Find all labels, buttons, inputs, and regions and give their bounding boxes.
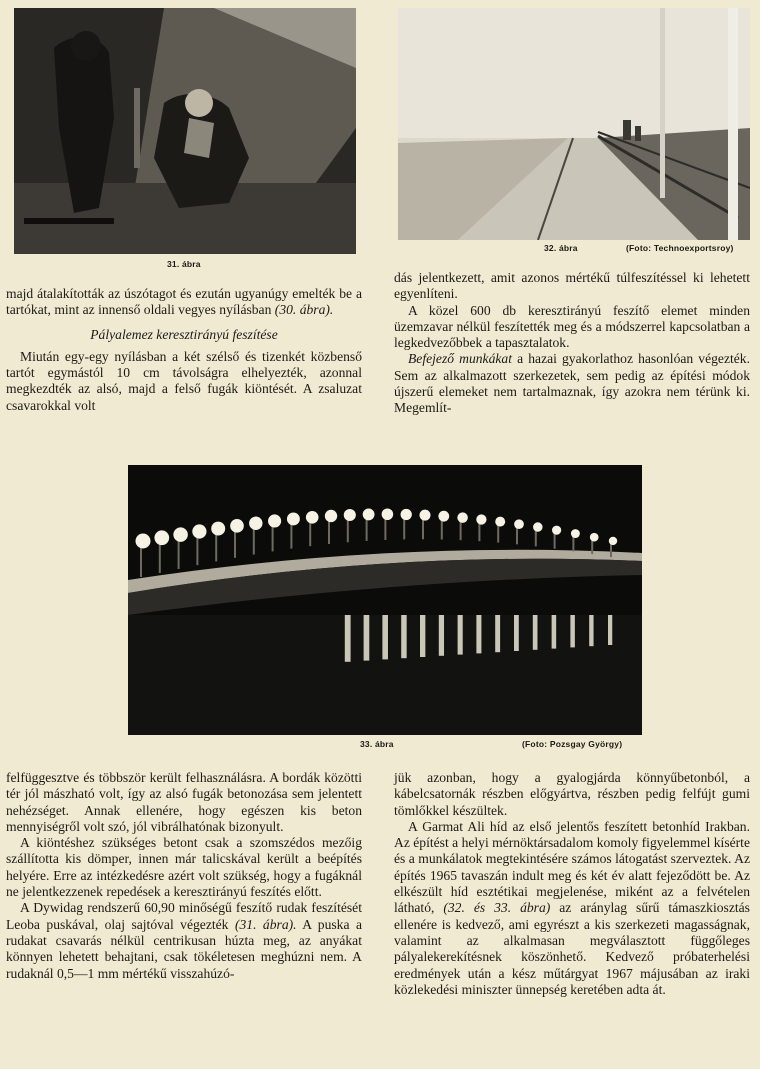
figure-33-credit: (Foto: Pozsgay György) xyxy=(522,739,623,749)
paragraph: A kiöntéshez szükséges betont csak a szomszédos mezőig szállította kis dömper, innen már talicskával került a beépítés helyére. Erre az intézkedésre azért volt szükség, hogy a fugáknál ne jelentkezzenek repedések a keresztirányú feszítés előtt. xyxy=(6,835,362,900)
lamp-light xyxy=(382,508,394,520)
paragraph: A Garmat Ali híd az első jelentős feszített betonhíd Irakban. Az építést a helyi mérnöktársadalom komoly figyelemmel kísérte és a munkálatok megtekintésére számos látogatást szerveztek. Az építés 1965 tavaszán indult meg és két év alatt fejeződött be. Az elkészült híd esztétikai megjelenése, miként az a felvételen látható, (32. és 33. ábra) az aránylag sűrű támaszkiosztás ellenére is kedvező, ami egyrészt a kis szerkezeti magasságnak, valamint az alkalmasan megválasztott függőleges pályalekerekítésnek köszönhető. Kedvező próbaterhelési eredmények után a kész műtárgyat 1967 májusában az iraki közlekedési miniszter ünnepség keretében adta át. xyxy=(394,818,750,997)
water-reflection xyxy=(382,615,388,659)
lamp-light xyxy=(457,512,468,523)
paragraph: Miután egy-egy nyílásban a két szélső és tizenkét közbenső tartót egymástól 10 cm távolságra elhelyezték, azonnal megkezdték az alsó, majd a felső fugák kiöntését. A zsaluzat csavarokkal volt xyxy=(6,348,362,413)
figure-33-photo xyxy=(128,465,642,735)
water-reflection xyxy=(420,615,425,657)
figure-31-photo xyxy=(14,8,356,254)
paragraph: dás jelentkezett, amit azonos mértékű túlfeszítéssel ki lehetett egyenlíteni. xyxy=(394,270,750,302)
figure-reference: (31. ábra). xyxy=(234,916,297,932)
text-column-bottom-left xyxy=(6,770,362,982)
lamp-light xyxy=(173,527,187,541)
text-column-bottom-right xyxy=(394,770,750,998)
lamp-light xyxy=(495,517,505,527)
paragraph: felfüggesztve és többször került felhasználásra. A bordák közötti tér jól mászható volt, így az alsó fugák betonozása sem jelentett nehézséget. Annak ellenére, hogy egészen kis beton mennyiségről volt szó, jól vibrálhatónak bizonyult. xyxy=(6,770,362,834)
water-reflection xyxy=(608,615,612,645)
lamp-light xyxy=(192,524,206,538)
lamp-light xyxy=(344,509,356,521)
lamp-light xyxy=(363,509,375,521)
lamp-light xyxy=(401,509,412,520)
text-column-top-left xyxy=(6,286,362,414)
lamp-light xyxy=(419,510,430,521)
text-column-top-right xyxy=(394,270,750,417)
water-reflection xyxy=(552,615,557,649)
water-reflection xyxy=(589,615,593,646)
lamp-light xyxy=(136,534,151,549)
water-reflection xyxy=(514,615,519,651)
lamp-light xyxy=(325,510,337,522)
figure-reference: (30. ábra). xyxy=(274,302,334,318)
water-reflection xyxy=(570,615,574,647)
water-reflection xyxy=(345,615,351,662)
lamp-light xyxy=(514,519,524,529)
water-reflection xyxy=(401,615,406,658)
figure-reference: (32. és 33. ábra) xyxy=(443,900,551,916)
water-reflection xyxy=(495,615,500,652)
figure-31-caption: 31. ábra xyxy=(167,259,201,269)
lamp-light xyxy=(438,511,449,522)
lamp-light xyxy=(306,511,319,524)
paragraph: A közel 600 db keresztirányú feszítő elemet minden üzemzavar nélkül feszítették meg és a módszerrel kapcsolatban a legkedvezőbbek a tapasztalatok. xyxy=(394,302,750,351)
figure-33-caption: 33. ábra xyxy=(360,739,394,749)
water-reflection xyxy=(458,615,463,655)
figure-32-caption: 32. ábra xyxy=(544,243,578,253)
figure-32-credit: (Foto: Technoexportsroy) xyxy=(626,243,734,253)
lamp-light xyxy=(590,533,599,542)
lamp-light xyxy=(609,537,617,545)
lamp-light xyxy=(230,519,244,533)
lamp-light xyxy=(211,522,225,536)
section-heading: Pályalemez keresztirányú feszítése xyxy=(90,326,278,342)
paragraph: majd átalakították az úszótagot és ezután ugyanúgy emelték be a tartókat, mint az innenső oldali vegyes nyílásban (30. ábra). xyxy=(6,286,362,318)
water-reflection xyxy=(364,615,370,661)
water-reflection xyxy=(533,615,538,650)
lamp-light xyxy=(249,517,262,530)
lamp-light xyxy=(154,530,169,545)
paragraph: jük azonban, hogy a gyalogjárda könnyűbetonból, a kábelcsatornák részben előgyártva, részben pedig felfújt gumi tömlőkkel készültek. xyxy=(394,770,750,818)
lamp-light xyxy=(571,529,580,538)
emphasis: Befejező munkákat xyxy=(408,351,512,367)
water-reflection xyxy=(439,615,444,656)
lamp-light xyxy=(552,526,561,535)
lamp-light xyxy=(533,522,542,531)
lamp-light xyxy=(476,514,486,524)
paragraph: A Dywidag rendszerű 60,90 minőségű feszítő rudak feszítését Leoba puskával, olaj sajtóval végezték (31. ábra). A puska a rudakat csavarás nélkül centrikusan húzta meg, az anyákat könnyen lehetett behajtani, csak tökéletesen meghúzni nem. A rudaknál 0,5—1 mm mértékű visszahúzó- xyxy=(6,900,362,981)
lamp-light xyxy=(268,514,281,527)
lamp-light xyxy=(287,513,300,526)
paragraph: Befejező munkákat a hazai gyakorlathoz hasonlóan végezték. Sem az alkalmazott szerkezetek, sem pedig az építési módok újszerű elemeket nem tartalmaznak, így azokra nem térünk ki. Megemlít- xyxy=(394,351,750,416)
water-reflection xyxy=(476,615,481,653)
figure-32-photo xyxy=(398,8,750,240)
